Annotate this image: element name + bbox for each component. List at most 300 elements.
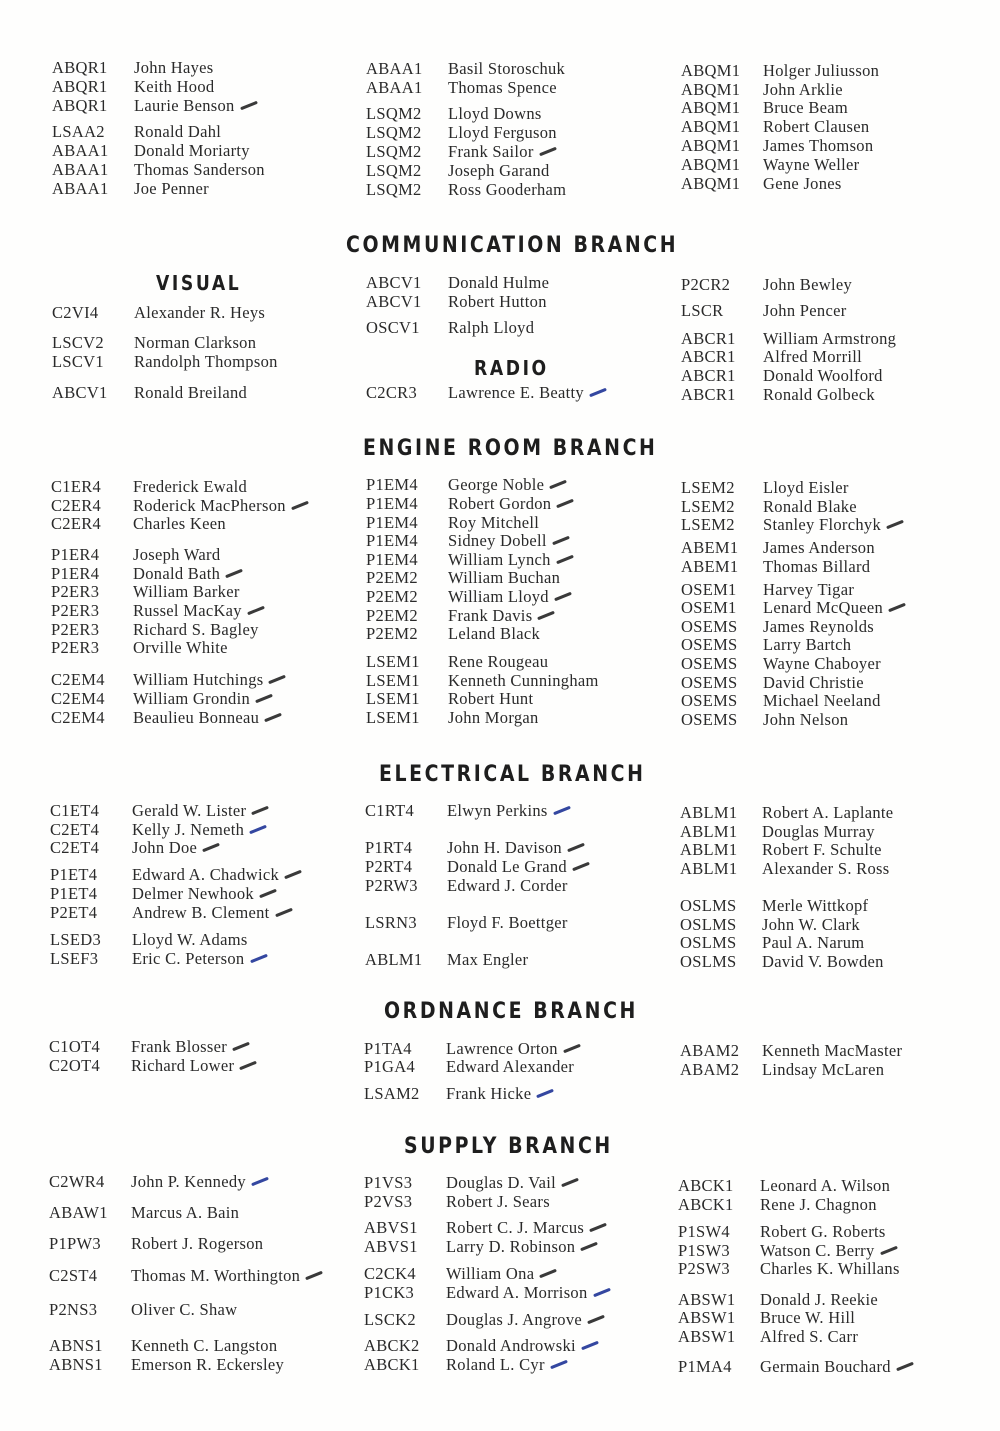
member-name-text: Delmer Newhook [132, 884, 254, 903]
member-name-text: Kenneth Cunningham [448, 671, 599, 690]
pen-check-mark-icon [589, 388, 607, 398]
member-name [447, 801, 571, 820]
rank-code: P2ET4 [50, 903, 98, 922]
member-name [134, 77, 214, 96]
rank-code: LSQM2 [366, 104, 422, 123]
member-name-text: Elwyn Perkins [447, 801, 548, 820]
member-name-text: Robert J. Sears [446, 1192, 550, 1211]
rank-code: P2ER3 [51, 638, 100, 657]
rank-code: LSEM1 [366, 652, 420, 671]
member-name-text: Lloyd Ferguson [448, 123, 557, 142]
rank-code: LSEM1 [366, 671, 420, 690]
member-name [448, 104, 542, 123]
pen-check-mark-icon [886, 520, 904, 530]
member-name-text: Douglas J. Angrove [446, 1310, 583, 1329]
member-name-text: Bruce Beam [763, 98, 849, 117]
member-name [448, 383, 607, 402]
member-name-text: Edward A. Chadwick [132, 865, 279, 884]
rank-code: P1ER4 [51, 545, 100, 564]
member-name-text: James Anderson [763, 538, 875, 557]
member-name-text: Norman Clarkson [134, 333, 257, 352]
member-name [448, 494, 574, 513]
member-name [448, 652, 548, 671]
member-name [132, 865, 302, 884]
rank-code: LSQM2 [366, 180, 422, 199]
member-name-text: John Hayes [134, 58, 214, 77]
rank-code: P2SW3 [678, 1259, 730, 1278]
member-name [448, 708, 539, 727]
member-name-text: Frank Davis [448, 606, 533, 625]
member-name [762, 822, 875, 841]
rank-code: LSED3 [50, 930, 101, 949]
member-name [760, 1357, 914, 1376]
member-name [448, 318, 534, 337]
member-name [762, 1041, 902, 1060]
rank-code: ABCR1 [681, 329, 736, 348]
member-name [448, 59, 565, 78]
pen-check-mark-icon [536, 1089, 554, 1099]
member-name [762, 933, 864, 952]
member-name-text: Donald Bath [133, 564, 221, 583]
member-name [763, 366, 883, 385]
rank-code: ABVS1 [364, 1218, 418, 1237]
member-name [760, 1308, 855, 1327]
member-name [763, 580, 854, 599]
rank-code: P1GA4 [364, 1057, 416, 1076]
member-name-text: Lenard McQueen [763, 598, 884, 617]
member-name [760, 1241, 898, 1260]
subheading-visual: VISUAL [156, 271, 242, 295]
rank-code: P1SW4 [678, 1222, 730, 1241]
member-name-text: Joe Penner [134, 179, 209, 198]
rank-code: ABCR1 [681, 366, 736, 385]
member-name [133, 601, 265, 620]
member-name [763, 98, 848, 117]
member-name-text: William Grondin [133, 689, 251, 708]
rank-code: P1RT4 [365, 838, 413, 857]
member-name-text: Frank Blosser [131, 1037, 228, 1056]
member-name [763, 557, 870, 576]
pen-check-mark-icon [251, 806, 269, 816]
member-name-text: Alfred Morrill [763, 347, 863, 366]
rank-code: LSCR [681, 301, 724, 320]
member-name-text: Lindsay McLaren [762, 1060, 885, 1079]
member-name [448, 531, 570, 550]
member-name-text: Joseph Garand [448, 161, 550, 180]
rank-code: ABQR1 [52, 96, 108, 115]
subheading-radio: RADIO [474, 356, 549, 380]
member-name-text: Charles Keen [133, 514, 226, 533]
member-name-text: William Buchan [448, 568, 561, 587]
rank-code: ABQR1 [52, 58, 108, 77]
rank-code: C1RT4 [365, 801, 415, 820]
rank-code: ABQM1 [681, 136, 741, 155]
member-name [446, 1310, 605, 1329]
rank-code: ABAA1 [52, 160, 109, 179]
rank-code: ABLM1 [365, 950, 423, 969]
pen-check-mark-icon [539, 1269, 557, 1279]
member-name [133, 514, 226, 533]
member-name-text: Laurie Benson [134, 96, 235, 115]
rank-code: ABSW1 [678, 1308, 736, 1327]
pen-check-mark-icon [587, 1315, 605, 1325]
member-name-text: Kelly J. Nemeth [132, 820, 245, 839]
member-name [447, 876, 568, 895]
rank-code: ABCR1 [681, 385, 736, 404]
member-name-text: Basil Storoschuk [448, 59, 566, 78]
rank-code: P1MA4 [678, 1357, 732, 1376]
pen-check-mark-icon [553, 806, 571, 816]
member-name [762, 896, 868, 915]
member-name [133, 689, 273, 708]
member-name-text: John W. Clark [762, 915, 860, 934]
pen-check-mark-icon [269, 675, 287, 685]
heading-electrical-branch: ELECTRICAL BRANCH [379, 762, 646, 787]
member-name [446, 1237, 598, 1256]
member-name [131, 1056, 257, 1075]
member-name-text: Donald Androwski [446, 1336, 576, 1355]
member-name [132, 801, 269, 820]
pen-check-mark-icon [880, 1246, 898, 1256]
member-name-text: Harvey Tigar [763, 580, 855, 599]
rank-code: P1EM4 [366, 494, 418, 513]
member-name [131, 1336, 277, 1355]
pen-check-mark-icon [589, 1223, 607, 1233]
member-name-text: Donald J. Reekie [760, 1290, 878, 1309]
member-name [448, 123, 557, 142]
rank-code: LSCV1 [52, 352, 104, 371]
rank-code: ABQM1 [681, 61, 741, 80]
rank-code: LSCK2 [364, 1310, 416, 1329]
rank-code: LSAA2 [52, 122, 105, 141]
pen-check-mark-icon [232, 1042, 250, 1052]
member-name-text: Lloyd W. Adams [132, 930, 248, 949]
rank-code: P1EM4 [366, 475, 418, 494]
member-name [131, 1234, 263, 1253]
rank-code: P1ER4 [51, 564, 100, 583]
member-name [134, 160, 265, 179]
rank-code: C2OT4 [49, 1056, 100, 1075]
member-name-text: Edward Alexander [446, 1057, 575, 1076]
rank-code: C2ST4 [49, 1266, 98, 1285]
pen-check-mark-icon [250, 954, 268, 964]
member-name-text: Leonard A. Wilson [760, 1176, 891, 1195]
member-name [133, 670, 286, 689]
member-name [448, 568, 560, 587]
member-name-text: Watson C. Berry [760, 1241, 875, 1260]
member-name [448, 689, 533, 708]
member-name-text: Douglas Murray [762, 822, 875, 841]
pen-check-mark-icon [561, 1178, 579, 1188]
member-name [448, 161, 550, 180]
pen-check-mark-icon [251, 1177, 269, 1187]
pen-check-mark-icon [888, 603, 906, 613]
rank-code: P2RW3 [365, 876, 418, 895]
rank-code: ABLM1 [680, 822, 738, 841]
member-name-text: Larry D. Robinson [446, 1237, 576, 1256]
member-name [134, 333, 256, 352]
rank-code: ABNS1 [49, 1355, 103, 1374]
member-name [448, 513, 539, 532]
member-name [448, 671, 599, 690]
member-name [763, 673, 864, 692]
rank-code: P2RT4 [365, 857, 413, 876]
member-name [133, 620, 259, 639]
member-name [448, 292, 547, 311]
member-name-text: Frank Sailor [448, 142, 534, 161]
member-name [446, 1336, 599, 1355]
rank-code: P1ET4 [50, 865, 98, 884]
member-name [132, 903, 293, 922]
member-name [131, 1355, 284, 1374]
rank-code: OSLMS [680, 952, 737, 971]
member-name [763, 136, 873, 155]
rank-code: OSLMS [680, 896, 737, 915]
rank-code: P1TA4 [364, 1039, 412, 1058]
rank-code: ABCV1 [52, 383, 108, 402]
member-name-text: Edward A. Morrison [446, 1283, 588, 1302]
member-name-text: John Pencer [763, 301, 847, 320]
member-name [763, 347, 862, 366]
member-name [762, 803, 893, 822]
member-name-text: Donald Hulme [448, 273, 550, 292]
member-name-text: Lawrence Orton [446, 1039, 558, 1058]
rank-code: C2CR3 [366, 383, 418, 402]
pen-check-mark-icon [567, 843, 585, 853]
rank-code: ABCR1 [681, 347, 736, 366]
member-name [134, 383, 247, 402]
member-name-text: Robert C. J. Marcus [446, 1218, 585, 1237]
member-name-text: Max Engler [447, 950, 529, 969]
member-name-text: Beaulieu Bonneau [133, 708, 260, 727]
member-name [132, 820, 267, 839]
member-name-text: John H. Davison [447, 838, 562, 857]
member-name-text: John Arklie [763, 80, 843, 99]
rank-code: P1SW3 [678, 1241, 730, 1260]
member-name-text: Rene J. Chagnon [760, 1195, 877, 1214]
rank-code: ABVS1 [364, 1237, 418, 1256]
member-name-text: Russel MacKay [133, 601, 242, 620]
rank-code: ABAA1 [52, 179, 109, 198]
member-name [762, 859, 889, 878]
member-name-text: Kenneth MacMaster [762, 1041, 903, 1060]
member-name [132, 884, 277, 903]
rank-code: LSRN3 [365, 913, 417, 932]
member-name-text: Sidney Dobell [448, 531, 547, 550]
member-name [446, 1057, 574, 1076]
member-name-text: Edward J. Corder [447, 876, 568, 895]
pen-check-mark-icon [259, 889, 277, 899]
member-name [131, 1172, 269, 1191]
member-name [132, 930, 248, 949]
heading-ordnance-branch: ORDNANCE BRANCH [384, 999, 638, 1024]
rank-code: ABLM1 [680, 859, 738, 878]
rank-code: ABAW1 [49, 1203, 108, 1222]
member-name [448, 142, 557, 161]
member-name [131, 1203, 239, 1222]
member-name [134, 179, 209, 198]
member-name-text: Thomas Spence [448, 78, 557, 97]
member-name [763, 654, 881, 673]
member-name [448, 606, 555, 625]
rank-code: ABAA1 [366, 59, 423, 78]
member-name [763, 515, 904, 534]
member-name-text: Larry Bartch [763, 635, 852, 654]
member-name-text: John P. Kennedy [131, 1172, 246, 1191]
member-name-text: Holger Juliusson [763, 61, 880, 80]
member-name-text: Robert F. Schulte [762, 840, 882, 859]
member-name-text: Richard S. Bagley [133, 620, 259, 639]
member-name [448, 475, 567, 494]
member-name-text: Ross Gooderham [448, 180, 567, 199]
member-name-text: Thomas M. Worthington [131, 1266, 301, 1285]
pen-check-mark-icon [264, 713, 282, 723]
rank-code: ABEM1 [681, 557, 739, 576]
member-name [763, 497, 857, 516]
member-name-text: John Bewley [763, 275, 852, 294]
member-name-text: Ronald Blake [763, 497, 857, 516]
member-name-text: Lloyd Eisler [763, 478, 849, 497]
pen-check-mark-icon [202, 843, 220, 853]
member-name-text: Gene Jones [763, 174, 842, 193]
rank-code: OSEMS [681, 617, 738, 636]
rank-code: ABQM1 [681, 174, 741, 193]
member-name-text: Alexander S. Ross [762, 859, 890, 878]
rank-code: C1OT4 [49, 1037, 100, 1056]
pen-check-mark-icon [550, 1360, 568, 1370]
member-name-text: Robert Hutton [448, 292, 547, 311]
member-name-text: Charles K. Whillans [760, 1259, 900, 1278]
member-name [134, 303, 265, 322]
member-name [446, 1084, 554, 1103]
rank-code: P1PW3 [49, 1234, 101, 1253]
member-name-text: Wayne Weller [763, 155, 860, 174]
member-name [763, 617, 874, 636]
member-name-text: Randolph Thompson [134, 352, 278, 371]
member-name-text: David V. Bowden [762, 952, 884, 971]
rank-code: OSLMS [680, 915, 737, 934]
pen-check-mark-icon [225, 569, 243, 579]
rank-code: C2ET4 [50, 820, 100, 839]
member-name-text: John Nelson [763, 710, 849, 729]
member-name [762, 952, 884, 971]
rank-code: LSEM2 [681, 497, 735, 516]
rank-code: P2ER3 [51, 582, 100, 601]
rank-code: P1EM4 [366, 550, 418, 569]
rank-code: ABAM2 [680, 1041, 740, 1060]
member-name [763, 155, 859, 174]
member-name [134, 122, 221, 141]
pen-check-mark-icon [291, 501, 309, 511]
member-name-text: Rene Rougeau [448, 652, 549, 671]
rank-code: C2EM4 [51, 689, 105, 708]
member-name [133, 545, 220, 564]
member-name-text: Keith Hood [134, 77, 215, 96]
rank-code: LSQM2 [366, 161, 422, 180]
member-name-text: Eric C. Peterson [132, 949, 245, 968]
member-name-text: Kenneth C. Langston [131, 1336, 278, 1355]
member-name [447, 950, 528, 969]
member-name [134, 141, 250, 160]
pen-check-mark-icon [593, 1288, 611, 1298]
member-name [763, 691, 881, 710]
member-name [446, 1283, 611, 1302]
member-name [446, 1355, 568, 1374]
rank-code: ABSW1 [678, 1290, 736, 1309]
heading-communication-branch: COMMUNICATION BRANCH [346, 233, 679, 258]
member-name-text: Orville White [133, 638, 228, 657]
member-name [446, 1173, 579, 1192]
member-name [760, 1290, 878, 1309]
member-name [447, 913, 568, 932]
rank-code: ABCV1 [366, 273, 422, 292]
rank-code: P2ER3 [51, 620, 100, 639]
member-name [763, 385, 875, 404]
member-name [131, 1300, 237, 1319]
member-name-text: Alexander R. Heys [134, 303, 266, 322]
member-name [446, 1039, 581, 1058]
rank-code: LSEF3 [50, 949, 99, 968]
rank-code: ABAA1 [52, 141, 109, 160]
rank-code: ABCK1 [678, 1195, 734, 1214]
member-name-text: Richard Lower [131, 1056, 235, 1075]
rank-code: LSQM2 [366, 142, 422, 161]
member-name-text: Thomas Sanderson [134, 160, 265, 179]
member-name [763, 80, 843, 99]
rank-code: P2ER3 [51, 601, 100, 620]
member-name-text: Robert J. Rogerson [131, 1234, 264, 1253]
rank-code: ABAA1 [366, 78, 423, 97]
rank-code: P2EM2 [366, 606, 418, 625]
rank-code: ABCK1 [364, 1355, 420, 1374]
member-name [763, 329, 896, 348]
member-name [448, 550, 574, 569]
rank-code: ABLM1 [680, 840, 738, 859]
rank-code: OSCV1 [366, 318, 420, 337]
member-name-text: Ronald Breiland [134, 383, 248, 402]
rank-code: C2VI4 [52, 303, 99, 322]
pen-check-mark-icon [552, 536, 570, 546]
rank-code: LSAM2 [364, 1084, 420, 1103]
pen-check-mark-icon [284, 870, 302, 880]
rank-code: C2ER4 [51, 514, 102, 533]
member-name [763, 117, 869, 136]
member-name-text: Lloyd Downs [448, 104, 542, 123]
rank-code: P2EM2 [366, 568, 418, 587]
member-name-text: Donald Le Grand [447, 857, 567, 876]
member-name [131, 1266, 323, 1285]
pen-check-mark-icon [580, 1242, 598, 1252]
member-name [763, 635, 851, 654]
member-name [760, 1327, 858, 1346]
member-name [133, 477, 247, 496]
member-name-text: Bruce W. Hill [760, 1308, 856, 1327]
member-name-text: Paul A. Narum [762, 933, 865, 952]
member-name [763, 174, 842, 193]
member-name-text: Lawrence E. Beatty [448, 383, 584, 402]
member-name [132, 949, 268, 968]
member-name [760, 1195, 877, 1214]
rank-code: ABQM1 [681, 117, 741, 136]
pen-check-mark-icon [247, 606, 265, 616]
member-name-text: Robert A. Laplante [762, 803, 894, 822]
member-name-text: David Christie [763, 673, 864, 692]
member-name [762, 840, 882, 859]
pen-check-mark-icon [581, 1341, 599, 1351]
member-name-text: Oliver C. Shaw [131, 1300, 238, 1319]
member-name-text: Marcus A. Bain [131, 1203, 240, 1222]
member-name [763, 710, 848, 729]
